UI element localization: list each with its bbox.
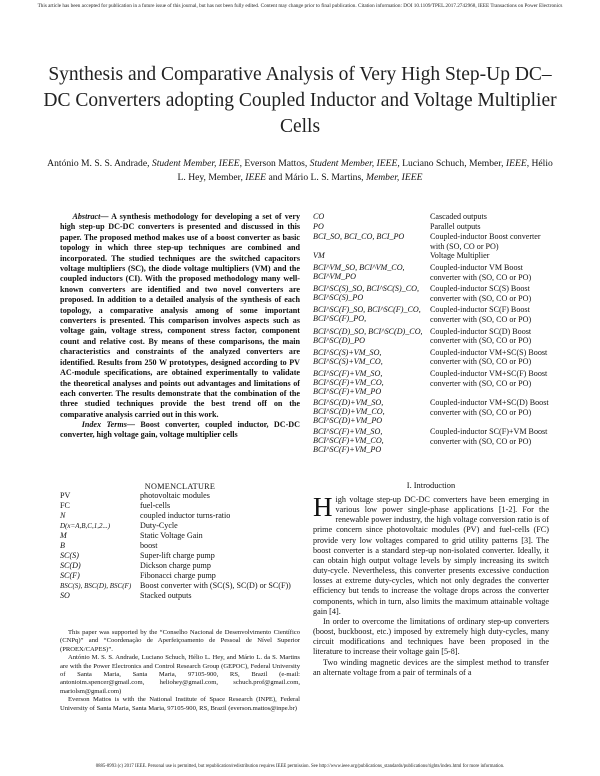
nom-definition: Coupled-inductor VM+SC(D) Boost converter with (SO, CO or PO): [430, 397, 549, 417]
nomenclature-row: [60, 491, 300, 501]
nom-definition: Super-lift charge pump: [140, 551, 215, 560]
index-terms-text: — Boost converter, coupled inductor, DC-DC converter, high voltage gain, voltage multiplier cells: [60, 420, 300, 440]
author-3: , Luciano Schuch, Member,: [397, 158, 506, 169]
nomenclature-row: [313, 263, 549, 282]
nom-definition: Voltage Multiplier: [430, 251, 490, 261]
nom-definition: photovoltaic modules: [140, 491, 210, 500]
index-terms-label: Index Terms: [81, 420, 127, 429]
nom-symbol: SO: [60, 591, 70, 600]
nomenclature-row: [313, 232, 549, 251]
author-2: , Everson Mattos,: [239, 158, 310, 169]
author-1: António M. S. S. Andrade,: [47, 158, 152, 169]
copyright-footer: 0885-8993 (c) 2017 IEEE. Personal use is permitted, but republication/redistribution requires IEEE permission. See http://www.ieee.org/publications_standards/publications/rights/index.html for more information.: [95, 764, 505, 769]
nomenclature-heading: NOMENCLATURE: [144, 482, 216, 491]
nomenclature-row: [60, 551, 300, 561]
nomenclature-row: [60, 561, 300, 571]
abstract-label: Abstract: [72, 212, 101, 221]
nom-symbol: BCI^SC(S)_SO, BCI^SC(S)_CO, BCI^SC(S)_PO: [313, 284, 419, 303]
nom-symbol: N: [60, 511, 66, 520]
nomenclature-row: [313, 348, 549, 367]
nom-definition: Coupled-inductor SC(F) Boost converter with (SO, CO or PO): [430, 305, 532, 324]
nom-symbol: BCI^SC(F)+VM_SO, BCI^SC(F)+VM_CO, BCI^SC(F)+VM_PO: [313, 426, 384, 454]
nom-symbol: SC(S): [60, 551, 79, 560]
footnote-affiliation-1: António M. S. S. Andrade, Luciano Schuch, Hélio L. Hey, and Mário L. da S. Martins are with the Power Electronics and Control Research Group (GEPOC), Federal University of Santa Maria, Santa Maria, 97105-900, RS, Brazil (e-mail: antonioim.spencer@gmail.com, heliohey@gmail.com, schuch.prof@gmail.com, mariolsm@gmail.com): [60, 654, 300, 695]
nomenclature-row: [60, 521, 300, 531]
nomenclature-row: [313, 369, 549, 396]
nomenclature-row: [60, 571, 300, 581]
intro-paragraph-2: In order to overcome the limitations of ordinary step-up converters (boost, buckboost, etc.) imposed by extremely high duty-cycles, many circuit modifications and techniques have been proposed in the literature to increase their voltage gain [5-8].: [313, 616, 549, 657]
author-2-role: Student Member, IEEE: [309, 158, 398, 169]
nomenclature-row: [60, 581, 300, 591]
nom-symbol: BCI_SO, BCI_CO, BCI_PO: [313, 232, 405, 242]
nom-definition: Coupled-inductor VM+SC(F) Boost converter with (SO, CO or PO): [430, 368, 548, 388]
nomenclature-row: [313, 212, 549, 222]
nomenclature-continued: [313, 212, 549, 454]
nom-definition: boost: [140, 541, 158, 550]
nom-symbol: BCI^SC(D)_SO, BCI^SC(D)_CO, BCI^SC(D)_PO: [313, 326, 423, 345]
nom-symbol: FC: [60, 501, 70, 510]
nom-definition: Dickson charge pump: [140, 561, 211, 570]
nom-symbol: SC(D): [60, 561, 81, 570]
nom-symbol: BCI^SC(F)_SO, BCI^SC(F)_CO, BCI^SC(F)_PO,: [313, 305, 421, 324]
nomenclature-row: [313, 305, 549, 324]
nom-definition: Cascaded outputs: [430, 212, 487, 221]
author-3-role: IEEE: [505, 158, 527, 169]
funding-footnote: [60, 629, 300, 713]
nom-definition: Coupled-inductor VM Boost converter with (SO, CO or PO): [430, 262, 532, 282]
nomenclature-row: [313, 251, 549, 261]
nomenclature-row: [60, 511, 300, 521]
nom-symbol: M: [60, 531, 67, 540]
footnote-affiliation-2: Everson Mattos is with the National Institute of Space Research (INPE), Federal University of Santa Maria, Santa Maria, 97105-900, RS, Brazil (everson.mattos@inpe.br): [60, 696, 300, 712]
nom-symbol: B: [60, 541, 65, 550]
nom-definition: Coupled-inductor Boost converter with (SO, CO or PO): [430, 232, 541, 251]
introduction-body: [313, 492, 549, 678]
nom-symbol: CO: [313, 212, 325, 221]
journal-header-notice: This article has been accepted for publication in a future issue of this journal, but has not been fully edited. Content may change prior to final publication. Citation information: DOI 10.1109/TPEL.2017.2742968, IEEE Transactions on Power Electronics: [37, 3, 563, 9]
nom-definition: Coupled-inductor SC(F)+VM Boost converter with (SO, CO or PO): [430, 426, 548, 446]
drop-cap: H: [313, 492, 333, 522]
nomenclature-row: [313, 222, 549, 232]
author-list: [45, 157, 555, 185]
abstract: [60, 212, 300, 420]
nomenclature-row: [60, 591, 300, 601]
nom-symbol: PO: [313, 221, 324, 231]
abstract-text: — A synthesis methodology for developing a set of very high step-up DC-DC converters is presented and discussed in this paper. The proposed method makes use of a boost converter as basic topology in which three step-up techniques are combined and incorporated. The studied techniques are the switched capacitors voltage multipliers (SC), the diode voltage multipliers (VM) and the coupled inductors (CI). With the proposed methodology many well-known converters are identified and two novel converters are proposed. In addition to a detailed analysis of the synthesis of each topology, a comparative analysis among of some important converters is presented. This comparison involves aspects such as voltage gain, voltage stress, component stress factor, component count and relative cost. By means of these comparisons, the main characteristics and constraints of the analyzed converters are identified. Results from 250 W prototypes, designed according to PV AC-module specifications, are obtained experimentally to validate the theoretical analyses and points out advantages and limitations of each converter. The results demonstrate that the combination of the three studied techniques provide the best trend off on the comparative analysis carried out in this work.: [60, 212, 301, 419]
nom-symbol: PV: [60, 491, 71, 500]
section-heading: I. Introduction: [406, 481, 456, 490]
nom-symbol: BCI^VM_SO, BCI^VM_CO, BCI^VM_PO: [313, 262, 405, 281]
nomenclature-row: [60, 541, 300, 551]
author-4: , Hélio L. Hey, Member,: [177, 158, 553, 183]
author-5: and Mário L. S. Martins,: [266, 172, 366, 183]
nom-definition: Fibonacci charge pump: [140, 571, 216, 580]
nomenclature-row: [60, 501, 300, 511]
nom-symbol: BCI^SC(F)+VM_SO, BCI^SC(F)+VM_CO, BCI^SC(F)+VM_PO: [313, 368, 384, 396]
nomenclature-row: [60, 531, 300, 541]
intro-paragraph-3: Two winding magnetic devices are the simplest method to transfer an alternate voltage from a pair of terminals of a: [313, 657, 549, 677]
nom-symbol: SC(F): [60, 571, 80, 580]
nom-symbol: D(x=A,B,C,1,2...): [60, 522, 111, 530]
nom-symbol: BCI^SC(S)+VM_SO, BCI^SC(S)+VM_CO,: [313, 347, 383, 366]
nom-definition: Coupled-inductor SC(S) Boost converter with (SO, CO or PO): [430, 284, 532, 303]
nomenclature-list: [60, 491, 300, 601]
nom-definition: Coupled-inductor SC(D) Boost converter with (SO, CO or PO): [430, 326, 532, 346]
footnote-support: This paper was supported by the “Conselho Nacional de Desenvolvimento Científico (CNPq)” and “Coordenação de Aperfeiçoamento de Pessoal de Nível Superior (PROEX/CAPES)”.: [60, 629, 300, 653]
nom-symbol: VM: [313, 251, 325, 261]
nom-definition: Duty-Cycle: [140, 521, 178, 530]
nom-definition: Coupled-inductor VM+SC(S) Boost converter with (SO, CO or PO): [430, 347, 548, 367]
nom-definition: Static Voltage Gain: [140, 531, 203, 540]
nom-definition: coupled inductor turns-ratio: [140, 511, 231, 520]
intro-paragraph-1: igh voltage step-up DC-DC converters have been emerging in various low power single-phase applications [1-2]. For the renewable power industry, the high voltage conversion ratio is of prime concern since photovoltaic modules (PV) and fuel-cells (FC) provide very low voltages compared to grid utility patterns [3]. The boost converter is a standard step-up non-isolated converter. Ideally, it can obtain high output voltage levels by simply increasing its switch duty-cycle. Nevertheless, this converter presents excessive conduction losses at extreme duty-cycles, which not only degrades the converter efficiency but tends to increase the voltage drops across the converter components, which in turn, also limits the maximum attainable voltage gain [4].: [313, 495, 549, 616]
index-terms: [60, 420, 300, 441]
nomenclature-row: [313, 427, 549, 454]
nom-symbol: BSC(S), BSC(D), BSC(F): [60, 582, 132, 590]
nomenclature-row: [313, 327, 549, 346]
author-5-role: Member, IEEE: [365, 172, 423, 183]
nom-definition: Parallel outputs: [430, 221, 481, 231]
nom-definition: Boost converter with (SC(S), SC(D) or SC(F)): [140, 581, 291, 590]
author-1-role: Student Member, IEEE: [151, 158, 240, 169]
nom-symbol: BCI^SC(D)+VM_SO, BCI^SC(D)+VM_CO, BCI^SC(D)+VM_PO: [313, 397, 385, 425]
nom-definition: Stacked outputs: [140, 591, 192, 600]
nomenclature-row: [313, 284, 549, 303]
author-4-role: IEEE: [245, 172, 267, 183]
nomenclature-row: [313, 398, 549, 425]
nom-definition: fuel-cells: [140, 501, 171, 510]
paper-title: Synthesis and Comparative Analysis of Very High Step-Up DC–DC Converters adopting Coupled Inductor and Voltage Multiplier Cells: [43, 64, 557, 137]
